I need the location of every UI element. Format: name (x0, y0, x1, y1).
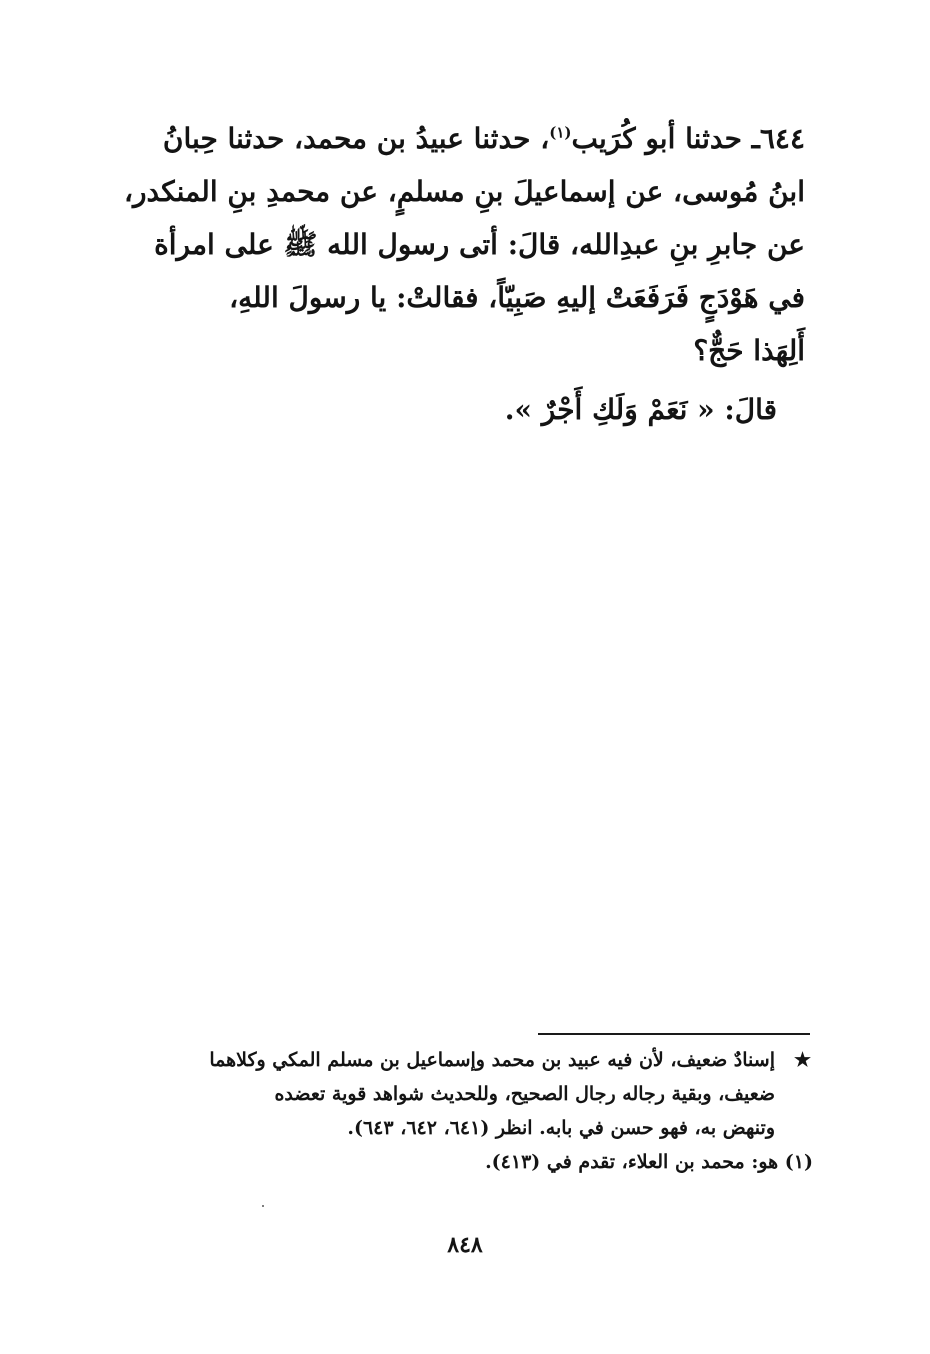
footnote-1: (١) هو: محمد بن العلاء، تقدم في (٤١٣). (485, 1151, 813, 1173)
footnotes (108, 1043, 813, 1179)
footnote-grading-line-3: وتنهض به، فهو حسن في بابه. انظر (٦٤١، ٦٤٢، ٦٤٣). (347, 1117, 775, 1139)
hadith-answer: قالَ: « نَعَمْ وَلَكِ أَجْرٌ ». (504, 393, 777, 426)
star-icon: ★ (793, 1049, 811, 1071)
hadith-line-1: ٦٤٤ـ حدثنا أبو كُرَيب$^{(١)}$، حدثنا عبيدُ بن محمد، حدثنا حِبانُ (162, 122, 805, 155)
hadith-text (105, 112, 805, 436)
footnote-reference[interactable]: (١) (549, 123, 572, 142)
footnote-grading (108, 1043, 813, 1145)
hadith-line-4: في هَوْدَجٍ فَرَفَعَتْ إليهِ صَبِيّاً، فقالتْ: يا رسولَ اللهِ، (229, 281, 805, 314)
hadith-line-3: عن جابرِ بنِ عبدِالله، قالَ: أتى رسول الله ﷺ على امرأة (154, 228, 805, 261)
footnote-grading-line-2: ضعيف، وبقية رجاله رجال الصحيح، وللحديث شواهد قوية تعضده (274, 1083, 775, 1105)
footnote-grading-line-1: إسنادٌ ضعيف، لأن فيه عبيد بن محمد وإسماعيل بن مسلم المكي وكلاهما (209, 1049, 775, 1071)
scan-speck (262, 1205, 264, 1207)
hadith-number: ٦٤٤ (759, 122, 805, 155)
page-number: ٨٤٨ (447, 1232, 483, 1258)
footnote-separator (538, 1033, 810, 1035)
hadith-line-2: ابنُ مُوسى، عن إسماعيلَ بنِ مسلمٍ، عن محمدِ بنِ المنكدر، (123, 175, 805, 208)
hadith-line-5: أَلِهَذا حَجٌّ؟ (693, 334, 805, 367)
